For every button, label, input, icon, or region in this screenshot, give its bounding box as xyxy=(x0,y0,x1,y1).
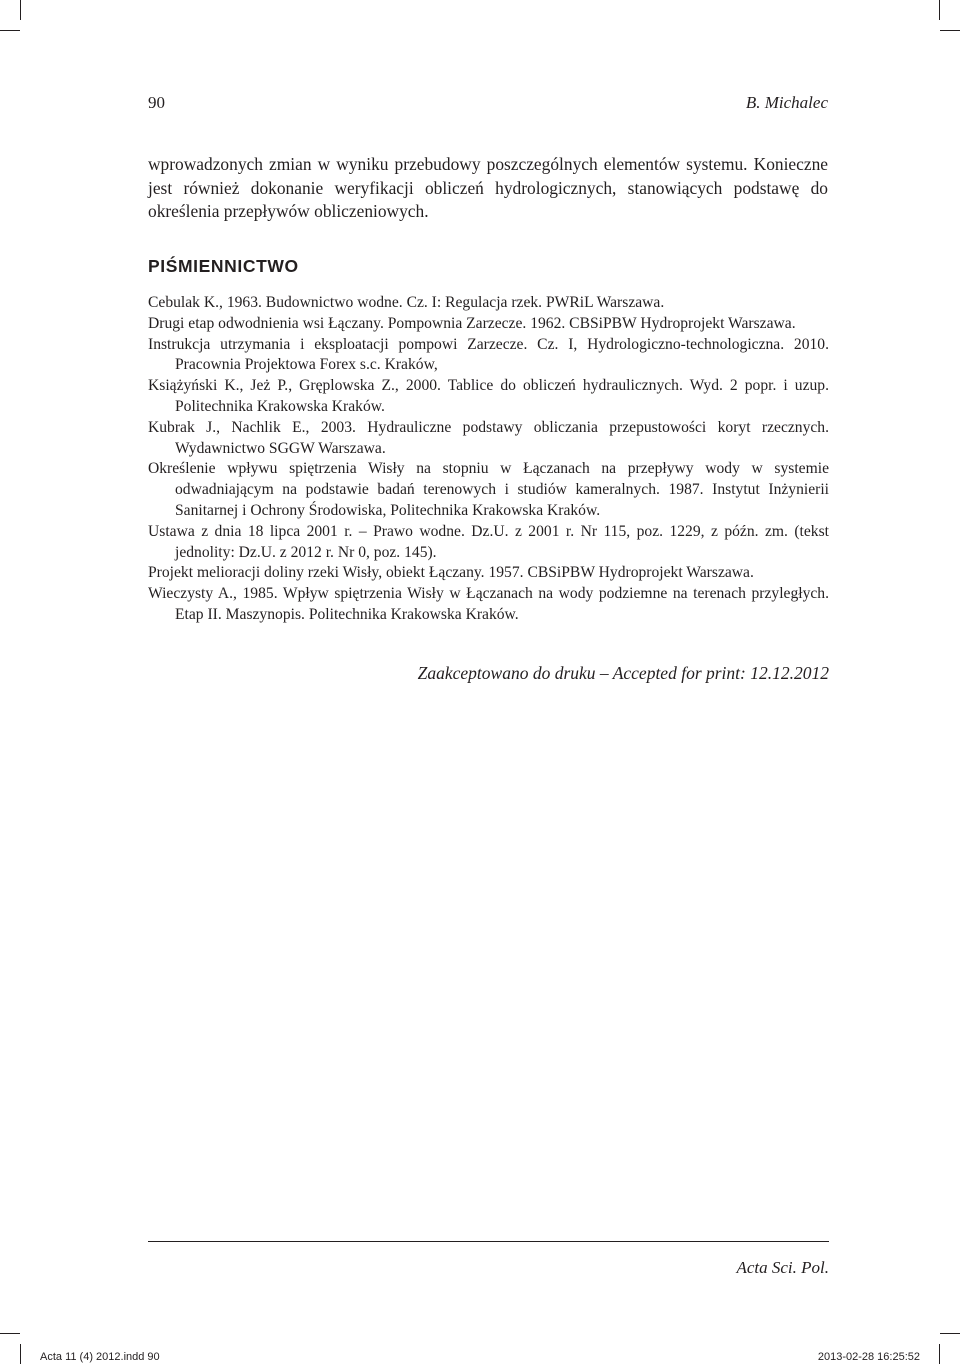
reference-item: Projekt melioracji doliny rzeki Wisły, obiekt Łączany. 1957. CBSiPBW Hydroprojekt Warszawa. xyxy=(148,564,754,582)
crop-mark xyxy=(20,1344,21,1364)
print-slug-timestamp: 2013-02-28 16:25:52 xyxy=(817,1351,920,1363)
reference-item: Kubrak J., Nachlik E., 2003. Hydrauliczne podstawy obliczania przepustowości koryt rzecznych. Wydawnictwo SGGW Warszawa. xyxy=(148,418,829,457)
section-heading: PIŚMIENNICTWO xyxy=(148,256,299,276)
paragraph: wprowadzonych zmian w wyniku przebudowy poszczególnych elementów systemu. Konieczne jest również dokonanie weryfikacji obliczeń hydrologicznych, stanowiących podstawę do określenia przepływów obliczeniowych. xyxy=(148,154,828,221)
reference-item: Cebulak K., 1963. Budownictwo wodne. Cz. I: Regulacja rzek. PWRiL Warszawa. xyxy=(148,294,665,311)
crop-mark xyxy=(0,1333,20,1334)
running-header xyxy=(148,93,828,115)
accepted-note: Zaakceptowano do druku – Accepted for print: 12.12.2012 xyxy=(417,663,829,683)
running-author: B. Michalec xyxy=(745,93,828,112)
reference-item: Wieczysty A., 1985. Wpływ spiętrzenia Wisły w Łączanach na wody podziemne na terenach przyległych. Etap II. Maszynopis. Politechnika Krakowska Kraków. xyxy=(148,585,829,623)
journal-name: Acta Sci. Pol. xyxy=(736,1258,829,1277)
crop-mark xyxy=(940,30,960,31)
crop-mark xyxy=(939,0,940,20)
reference-item: Drugi etap odwodnienia wsi Łączany. Pompownia Zarzecze. 1962. CBSiPBW Hydroprojekt Warszawa. xyxy=(148,314,796,332)
crop-mark xyxy=(0,30,20,31)
print-slug-file: Acta 11 (4) 2012.indd 90 xyxy=(40,1351,160,1363)
reference-item: Określenie wpływu spiętrzenia Wisły na stopniu w Łączanach na przepływy wody w systemie odwadniającym na podstawie badań terenowych i studiów kameralnych. 1987. Instytut Inżynierii Sanitarnej i Ochrony Środowiska, Politechnika Krakowska Kraków. xyxy=(148,460,829,519)
body-text xyxy=(148,153,828,224)
crop-mark xyxy=(939,1344,940,1364)
reference-item: Instrukcja utrzymania i eksploatacji pompowi Zarzecze. Cz. I, Hydrologiczno-technologiczna. 2010. Pracownia Projektowa Forex s.c. Kraków, xyxy=(148,335,829,374)
crop-mark xyxy=(940,1333,960,1334)
reference-item: Ustawa z dnia 18 lipca 2001 r. – Prawo wodne. Dz.U. z 2001 r. Nr 115, poz. 1229, z późn. zm. (tekst jednolity: Dz.U. z 2012 r. Nr 0, poz. 145). xyxy=(148,522,829,561)
page-number: 90 xyxy=(148,93,165,112)
reference-item: Książyński K., Jeż P., Gręplowska Z., 2000. Tablice do obliczeń hydraulicznych. Wyd. 2 popr. i uzup. Politechnika Krakowska Kraków. xyxy=(148,377,829,415)
reference-list xyxy=(148,293,829,626)
crop-mark xyxy=(20,0,21,20)
footer-divider xyxy=(148,1241,829,1242)
